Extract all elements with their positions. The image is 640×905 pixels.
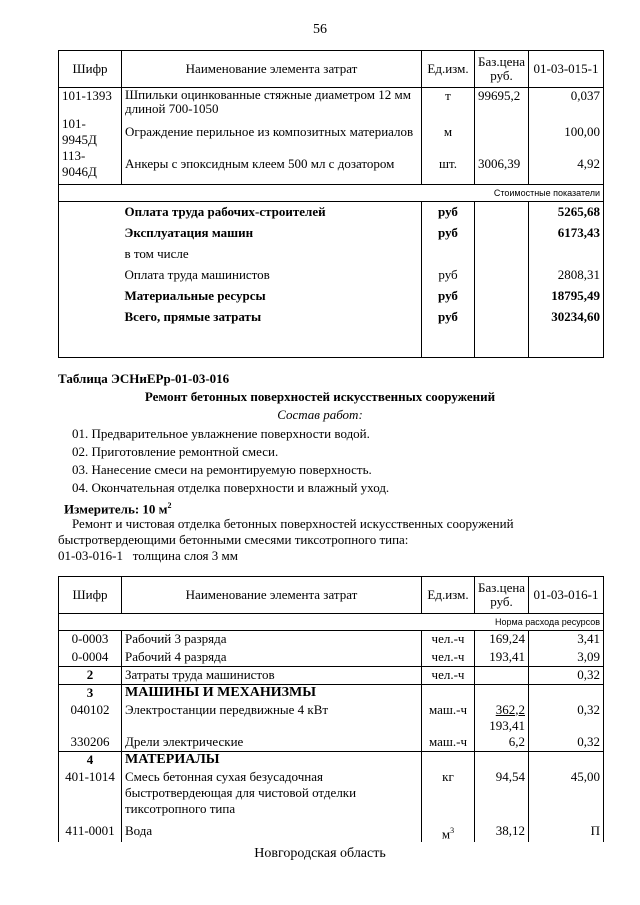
col-norm-header: 01-03-015-1 xyxy=(529,51,604,88)
variant-text: толщина слоя 3 мм xyxy=(132,548,238,563)
col-price-header: Баз.цена руб. xyxy=(475,51,529,88)
step-item: 01. Предварительное увлажнение поверхности водой. xyxy=(72,426,370,441)
col-name-header: Наименование элемента затрат xyxy=(122,51,422,88)
table-row: 330206 Дрели электрические маш.-ч 6,2 0,32 xyxy=(59,734,604,752)
table-row: 401-1014 Смесь бетонная сухая безусадочная быстротвердеющая для чистовой отделки тиксотропного типа кг 94,54 45,00 xyxy=(59,769,604,823)
table-row: 101-1393 Шпильки оцинкованные стяжные диаметром 12 мм длиной 700-1050 т 99695,2 0,037 xyxy=(59,88,604,117)
table-row: 101-9945Д Ограждение перильное из композитных материалов м 100,00 xyxy=(59,116,604,148)
table-row: 040102 Электростанции передвижные 4 кВт маш.-ч 362,2 193,41 0,32 xyxy=(59,702,604,734)
table-row: 113-9046Д Анкеры с эпоксидным клеем 500 мл с дозатором шт. 3006,39 4,92 xyxy=(59,148,604,180)
cost-row: Материальные ресурсы руб 18795,49 xyxy=(59,285,604,306)
table-row: 0-0003 Рабочий 3 разряда чел.-ч 169,24 3,41 xyxy=(59,631,604,649)
step-item: 02. Приготовление ремонтной смеси. xyxy=(72,444,279,459)
col-norm-header: 01-03-016-1 xyxy=(529,577,604,614)
description-line: Ремонт и чистовая отделка бетонных поверхностей искусственных сооружений xyxy=(72,516,514,531)
col-unit-header: Ед.изм. xyxy=(422,51,475,88)
meter-label: Измеритель: 10 $м^2$ xyxy=(64,501,172,517)
cost-row: Всего, прямые затраты руб 30234,60 xyxy=(59,306,604,327)
section-subtitle: Ремонт бетонных поверхностей искусственных сооружений xyxy=(144,389,496,404)
col-unit-header: Ед.изм. xyxy=(422,577,475,614)
description-line: быстротвердеющими бетонными смесями тиксотропного типа: xyxy=(58,532,409,547)
variant-line xyxy=(58,547,238,565)
table-row: 0-0004 Рабочий 4 разряда чел.-ч 193,41 3,09 xyxy=(59,649,604,667)
section-row: 4 МАТЕРИАЛЫ xyxy=(59,752,604,769)
cost-row: Эксплуатация машин руб 6173,43 xyxy=(59,222,604,243)
resources-table-015 xyxy=(58,50,604,358)
footer-region: Новгородская область xyxy=(254,846,386,861)
step-item: 03. Нанесение смеси на ремонтируемую поверхность. xyxy=(72,462,372,477)
cost-row: Оплата труда машинистов руб 2808,31 xyxy=(59,264,604,285)
step-item: 04. Окончательная отделка поверхности и влажный уход. xyxy=(72,480,390,495)
cost-row: в том числе xyxy=(59,243,604,264)
table-row: 2 Затраты труда машинистов чел.-ч 0,32 xyxy=(59,667,604,685)
norm-header: Норма расхода ресурсов xyxy=(59,614,604,631)
composition-label: Состав работ: xyxy=(277,407,363,422)
variant-code: 01-03-016-1 xyxy=(58,548,123,563)
cost-row: Оплата труда рабочих-строителей руб 5265,68 xyxy=(59,201,604,222)
resources-table-016 xyxy=(58,576,604,842)
section-row: 3 МАШИНЫ И МЕХАНИЗМЫ xyxy=(59,685,604,702)
cost-indicators-header: Стоимостные показатели xyxy=(59,184,604,201)
col-price-header: Баз.цена руб. xyxy=(475,577,529,614)
col-name-header: Наименование элемента затрат xyxy=(122,577,422,614)
col-code-header: Шифр xyxy=(59,51,122,88)
table-title: Таблица ЭСНиЕРр-01-03-016 xyxy=(58,371,230,386)
col-code-header: Шифр xyxy=(59,577,122,614)
page-number: 56 xyxy=(313,22,327,37)
table-row: 411-0001 Вода $м^3$ 38,12 П xyxy=(59,823,604,842)
